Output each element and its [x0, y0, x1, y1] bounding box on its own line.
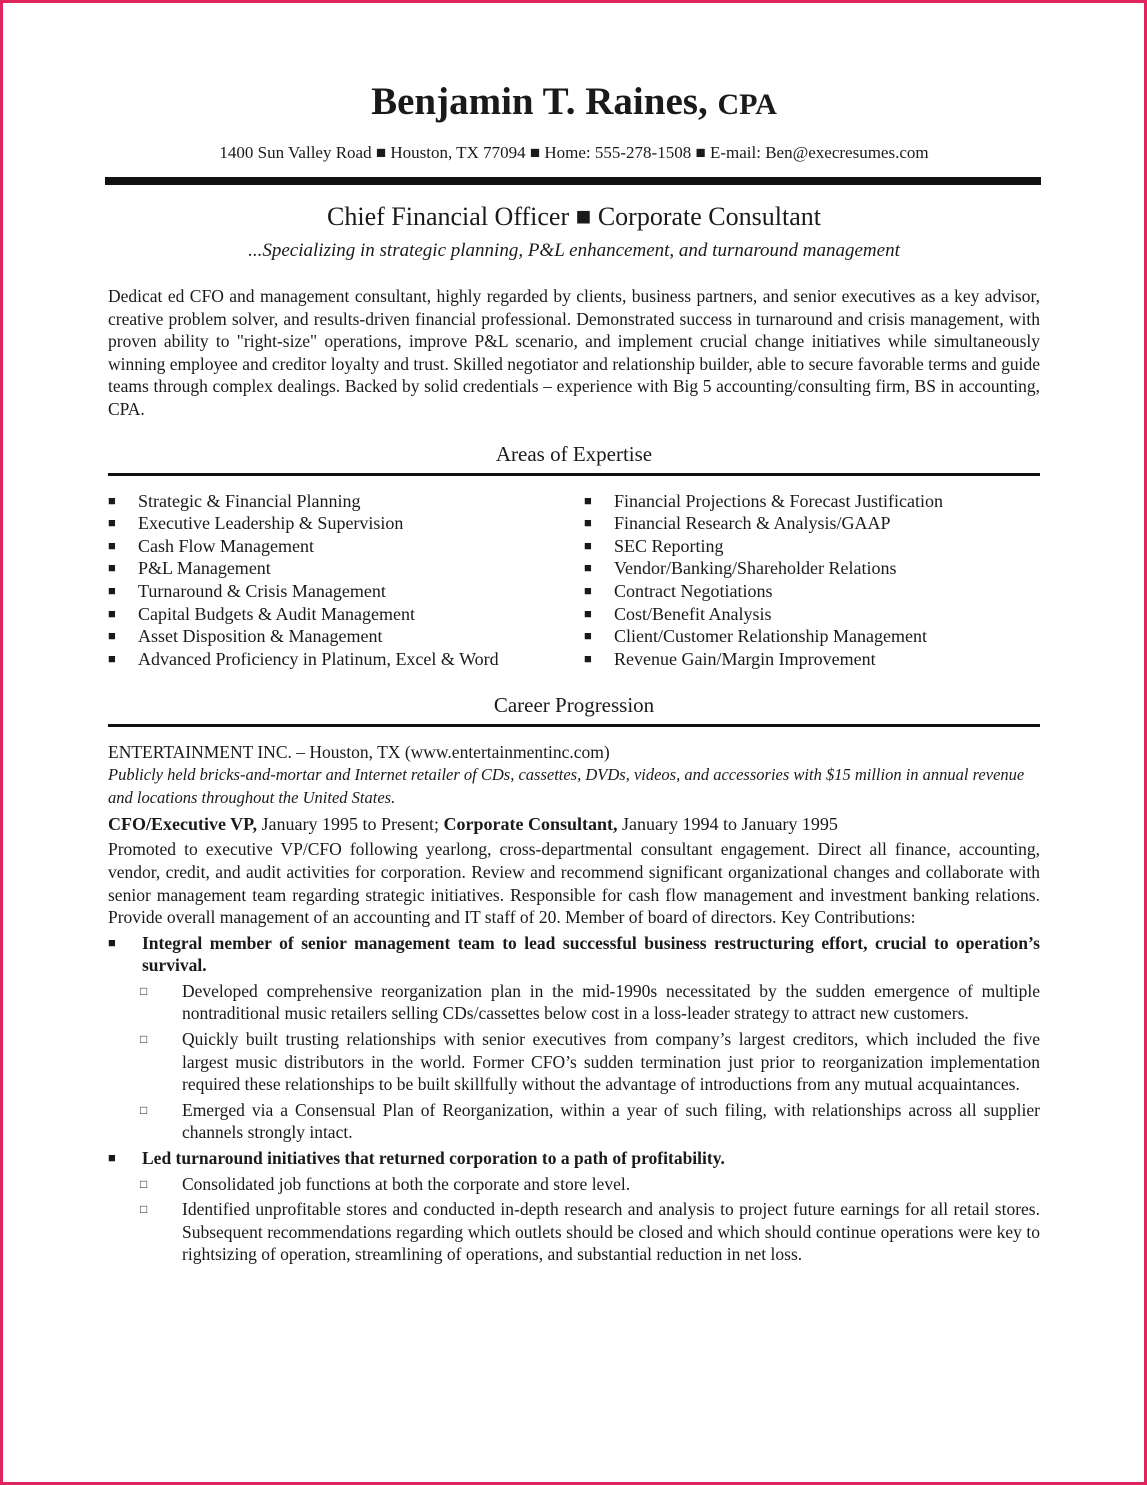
list-item: ■ Asset Disposition & Management: [108, 626, 383, 647]
sub-list-item: □ Developed comprehensive reorganization plan in the mid-1990s necessitated by the sudden emergence of multiple nontraditional music retailers selling CDs/cassettes below cost in a loss-leader strategy to attract new customers.: [140, 980, 1040, 1024]
role1-title: CFO/Executive VP,: [108, 814, 257, 835]
bullet-icon: ■: [108, 1150, 116, 1166]
checkbox-bullet-icon: □: [140, 1032, 148, 1047]
list-item: ■ Cost/Benefit Analysis: [584, 603, 772, 624]
expertise-divider: [108, 473, 1040, 476]
credential: CPA: [717, 88, 777, 121]
list-item: ■ Executive Leadership & Supervision: [108, 513, 404, 534]
contribution-item: [108, 932, 1040, 977]
sub-list-item: □ Consolidated job functions at both the corporate and store level.: [140, 1173, 631, 1194]
list-item: ■ Contract Negotiations: [584, 580, 773, 601]
list-item: ■ Cash Flow Management: [108, 535, 314, 556]
checkbox-bullet-icon: □: [140, 1202, 148, 1217]
bullet-icon: ■: [584, 537, 592, 553]
sub-list-item: □ Identified unprofitable stores and conducted in-depth research and analysis to project future earnings for all retail stores. Subsequent recommendations regarding which outlets should be closed and which should continue operations were key to rightsizing of operation, streamlining of operations, and substantial reduction in net loss.: [140, 1199, 1040, 1265]
expertise-section: [108, 441, 1040, 671]
list-item: ■ Advanced Proficiency in Platinum, Excel & Word: [108, 648, 499, 669]
header-divider: [105, 177, 1041, 185]
checkbox-bullet-icon: □: [140, 1176, 148, 1191]
sub-list-item: □ Emerged via a Consensual Plan of Reorganization, within a year of such filing, with relationships across all supplier channels strongly intact.: [140, 1099, 1040, 1143]
bullet-icon: ■: [108, 515, 116, 531]
expertise-columns: [108, 490, 1040, 671]
candidate-name: [108, 78, 1040, 129]
company-line: ENTERTAINMENT INC. – Houston, TX (www.entertainmentinc.com): [108, 742, 610, 763]
bullet-icon: ■: [108, 934, 116, 950]
bullet-icon: ■: [584, 650, 592, 666]
bullet-icon: ■: [108, 537, 116, 553]
bullet-icon: ■: [584, 582, 592, 598]
list-item: ■ Financial Projections & Forecast Justification: [584, 490, 943, 511]
career-section: [108, 692, 1040, 1266]
resume-page: [108, 78, 1040, 1266]
bullet-icon: ■: [584, 492, 592, 508]
bullet-icon: ■: [584, 515, 592, 531]
summary-paragraph: Dedicat ed CFO and management consultant, highly regarded by clients, business partners, and senior executives as a key advisor, creative problem solver, and results-driven financial professional. Demonstrated success in turnaround and crisis management, with proven ability to "right-size" operations, improve P&L scenario, and implement crucial change initiatives while simultaneously winning employee and creditor loyalty and trust. Skilled negotiator and relationship builder, able to secure favorable terms and guide teams through complex dealings. Backed by solid credentials – experience with Big 5 accounting/consulting firm, BS in accounting, CPA.: [108, 286, 1040, 419]
bullet-icon: ■: [108, 605, 116, 621]
sub-list-item: □ Quickly built trusting relationships with senior executives from company’s largest creditors, which included the five largest music distributors in the world. Former CFO’s sudden termination just prior to reorganization implementation required these relationships to be built skillfully without the advantage of introductions from any mutual acquaintances.: [140, 1029, 1040, 1095]
bullet-icon: ■: [584, 605, 592, 621]
expertise-title: Areas of Expertise: [495, 441, 653, 466]
list-item: ■ Strategic & Financial Planning: [108, 490, 361, 511]
name-text: Benjamin T. Raines,: [371, 80, 708, 123]
bullet-icon: ■: [108, 582, 116, 598]
contribution-item: [108, 1147, 1040, 1170]
career-title: Career Progression: [493, 693, 655, 718]
bullet-icon: ■: [108, 628, 116, 644]
list-item: ■ Turnaround & Crisis Management: [108, 580, 386, 601]
tagline: ...Specializing in strategic planning, P&L enhancement, and turnaround management: [248, 240, 900, 261]
list-item: ■ SEC Reporting: [584, 535, 724, 556]
bullet-icon: ■: [584, 628, 592, 644]
list-item: ■ Revenue Gain/Margin Improvement: [584, 648, 876, 669]
list-item: ■ Financial Research & Analysis/GAAP: [584, 513, 891, 534]
role-line: [108, 813, 1040, 836]
role-summary: Promoted to executive VP/CFO following yearlong, cross-departmental consultant engagement. Direct all finance, accounting, vendor, credit, and audit activities for corporation. Review and recommend significant organizational changes and collaborate with senior management team regarding strategic initiatives. Responsible for cash flow management and investment banking relations. Provide overall management of an accounting and IT staff of 20. Member of board of directors. Key Contributions:: [108, 839, 1040, 928]
contribution-heading: Led turnaround initiatives that returned corporation to a path of profitability.: [142, 1148, 725, 1169]
checkbox-bullet-icon: □: [140, 983, 148, 998]
role2-title: Corporate Consultant,: [443, 814, 618, 835]
list-item: ■ Vendor/Banking/Shareholder Relations: [584, 558, 897, 579]
role1-dates: January 1995 to Present;: [257, 814, 444, 835]
company-description: Publicly held bricks-and-mortar and Internet retailer of CDs, cassettes, DVDs, videos, and accessories with $15 million in annual revenue and locations throughout the United States.: [108, 765, 1025, 808]
list-item: ■ P&L Management: [108, 558, 271, 579]
bullet-icon: ■: [584, 560, 592, 576]
career-divider: [108, 724, 1040, 727]
contact-line: 1400 Sun Valley Road ■ Houston, TX 77094 ■ Home: 555-278-1508 ■ E-mail: Ben@execresumes.com: [219, 143, 929, 162]
bullet-icon: ■: [108, 650, 116, 666]
role2-dates: January 1994 to January 1995: [617, 814, 838, 835]
bullet-icon: ■: [108, 560, 116, 576]
expertise-left-list: [108, 490, 584, 671]
contribution-heading: Integral member of senior management team to lead successful business restructuring effort, crucial to operation’s survival.: [142, 932, 1040, 976]
list-item: ■ Capital Budgets & Audit Management: [108, 603, 415, 624]
list-item: ■ Client/Customer Relationship Management: [584, 626, 927, 647]
expertise-right-list: [584, 490, 943, 671]
checkbox-bullet-icon: □: [140, 1102, 148, 1117]
headline: Chief Financial Officer ■ Corporate Consultant: [327, 202, 821, 231]
bullet-icon: ■: [108, 492, 116, 508]
